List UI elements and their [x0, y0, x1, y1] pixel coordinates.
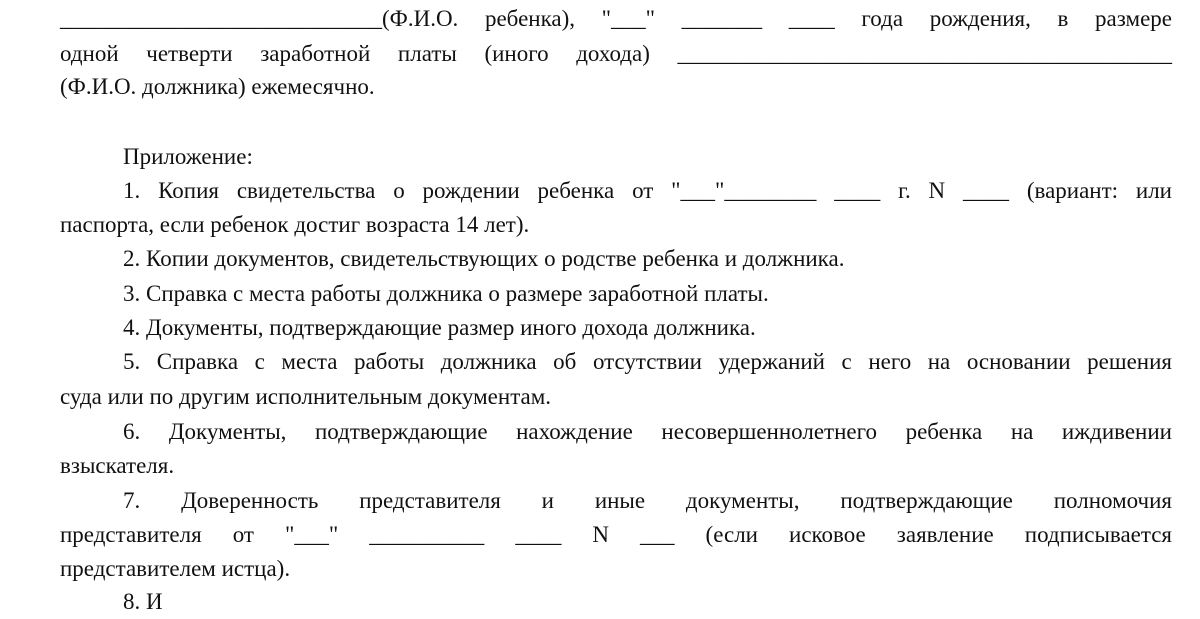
- appendix-item-5-line-2: суда или по другим исполнительным документам.: [60, 384, 552, 409]
- appendix-item-6-line-2: взыскателя.: [60, 453, 175, 478]
- appendix-item-7-line-1: 7. Доверенность представителя и иные документы, подтверждающие полномочия: [123, 488, 1172, 513]
- appendix-item-7-line-3: представителем истца).: [60, 556, 291, 581]
- appendix-item-8-partial: 8. И: [123, 589, 571, 614]
- appendix-item-1-line-2: паспорта, если ребенок достиг возраста 14 лет).: [60, 212, 530, 237]
- appendix-item-6-line-1: 6. Документы, подтверждающие нахождение несовершеннолетнего ребенка на иждивении: [123, 419, 1172, 444]
- intro-line-2: одной четверти заработной платы (иного дохода) ___________________________________________: [60, 41, 1172, 66]
- appendix-title: Приложение:: [123, 144, 253, 169]
- appendix-item-5-line-1: 5. Справка с места работы должника об отсутствии удержаний с него на основании решения: [123, 349, 1172, 374]
- appendix-item-1-line-1: 1. Копия свидетельства о рождении ребенка от "___"________ ____ г. N ____ (вариант: или: [123, 178, 1172, 203]
- appendix-item-2: 2. Копии документов, свидетельствующих о родстве ребенка и должника.: [123, 246, 845, 271]
- intro-line-3: (Ф.И.О. должника) ежемесячно.: [60, 74, 375, 99]
- appendix-item-4: 4. Документы, подтверждающие размер иного дохода должника.: [123, 315, 756, 340]
- appendix-item-7-line-2: представителя от "___" __________ ____ N ___ (если исковое заявление подписывается: [60, 522, 1172, 547]
- intro-line-1: ____________________________(Ф.И.О. ребенка), "___" _______ ____ года рождения, в размере: [60, 6, 1172, 31]
- appendix-item-3: 3. Справка с места работы должника о размере заработной платы.: [123, 281, 769, 306]
